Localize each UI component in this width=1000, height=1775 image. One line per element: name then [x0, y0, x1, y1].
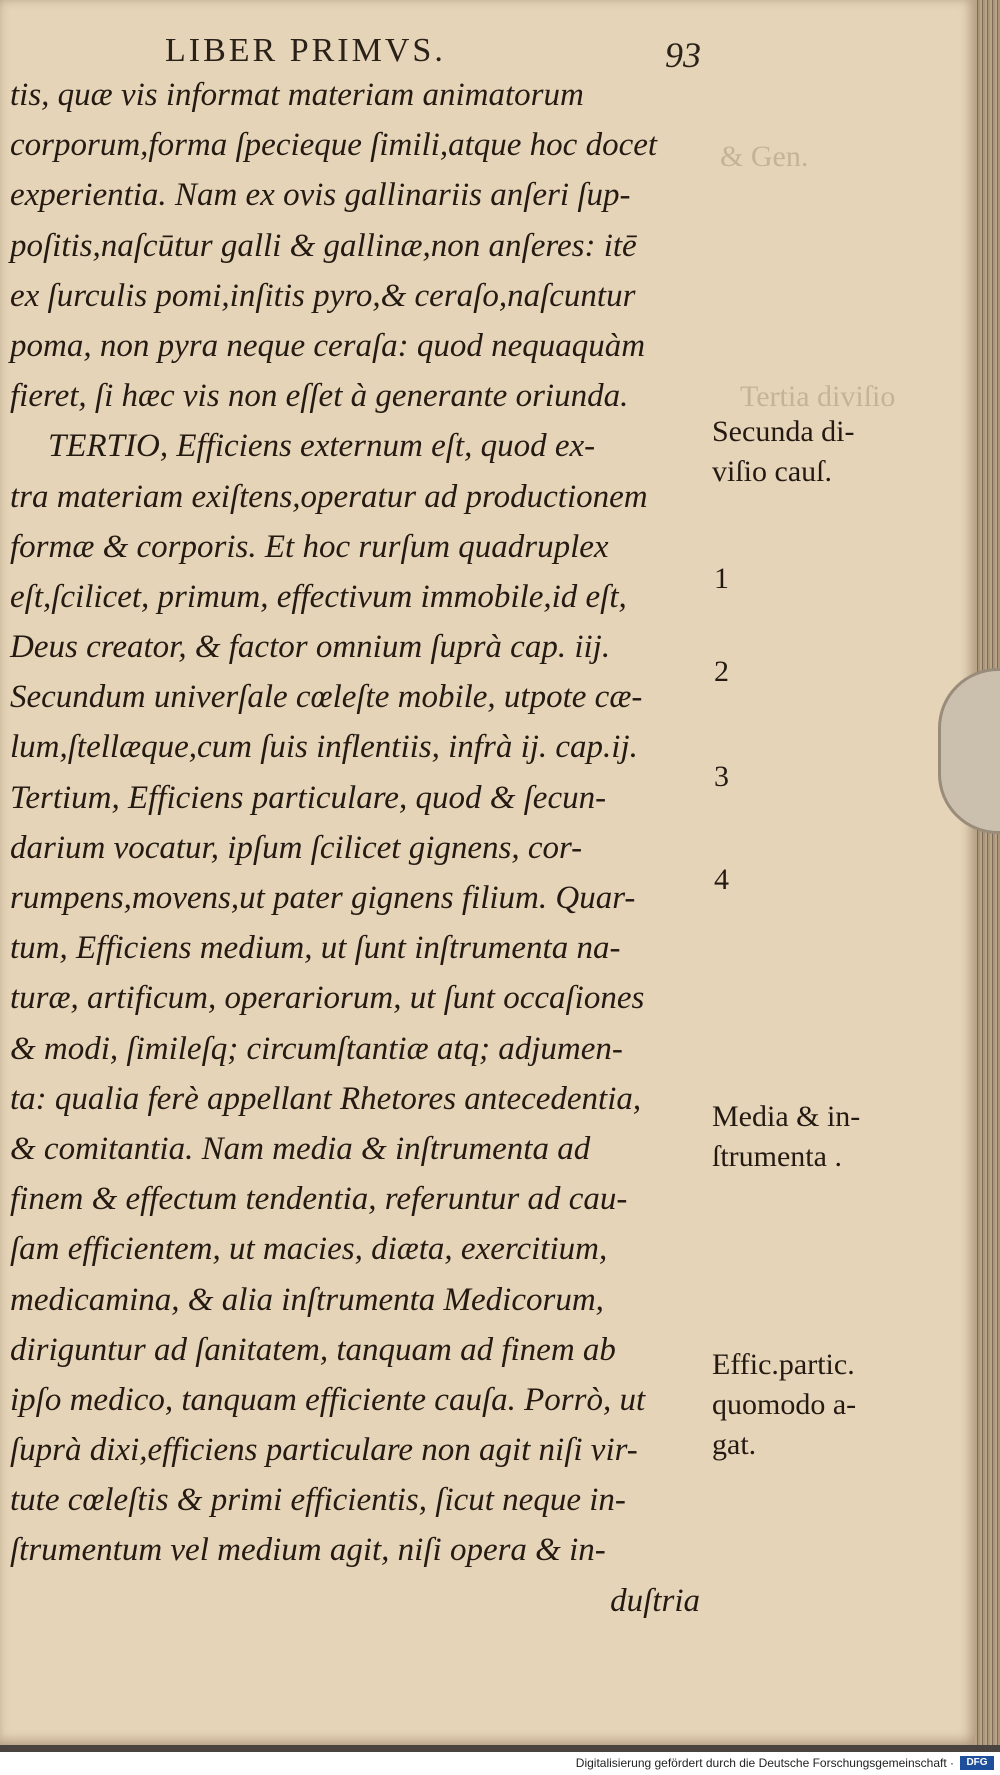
text-line: Tertium, Efficiens particulare, quod & ſecun- — [10, 779, 607, 816]
text-line: medicamina, & alia inſtrumenta Medicorum, — [10, 1281, 604, 1318]
margin-note-line: Media & in- — [712, 1100, 861, 1133]
margin-number: 3 — [714, 760, 729, 793]
text-line: diriguntur ad ſanitatem, tanquam ad finem ab — [10, 1331, 616, 1368]
text-line: & modi, ſimileſq; circumſtantiæ atq; adjumen- — [10, 1030, 623, 1067]
catchword: duſtria — [610, 1582, 700, 1619]
text-line: TERTIO, Efficiens externum eſt, quod ex- — [48, 428, 596, 465]
text-line: turæ, artificum, operariorum, ut ſunt occaſiones — [10, 980, 645, 1017]
text-line: ſam efficientem, ut macies, diæta, exercitium, — [10, 1231, 608, 1268]
text-line: poſitis,naſcūtur galli & gallinæ,non anſeres: itē — [10, 227, 637, 264]
text-line: experientia. Nam ex ovis gallinariis anſeri ſup- — [10, 177, 631, 214]
margin-number: 2 — [714, 655, 729, 688]
margin-note-line: ſtrumenta . — [712, 1140, 842, 1173]
digitization-footer — [0, 1752, 1000, 1775]
text-line: & comitantia. Nam media & inſtrumenta ad — [10, 1130, 591, 1167]
text-line: Secundum univerſale cœleſte mobile, utpote cæ- — [10, 679, 643, 716]
dfg-logo: DFG — [960, 1756, 994, 1770]
text-line: eſt,ſcilicet, primum, effectivum immobile,id eſt, — [10, 578, 627, 615]
show-through-text: Tertia diviſio — [740, 380, 896, 413]
text-line: darium vocatur, ipſum ſcilicet gignens, cor- — [10, 829, 583, 866]
text-line: rumpens,movens,ut pater gignens filium. Quar- — [10, 880, 636, 916]
text-line: ex ſurculis pomi,inſitis pyro,& ceraſo,naſcuntur — [10, 277, 636, 314]
text-line: corporum,forma ſpecieque ſimili,atque hoc docet — [10, 127, 658, 164]
margin-note-line: Effic.partic. — [712, 1348, 855, 1381]
text-line: formæ & corporis. Et hoc rurſum quadruplex — [10, 528, 609, 565]
margin-note-effic-partic — [712, 1345, 912, 1465]
text-line: ſtrumentum vel medium agit, niſi opera & in- — [10, 1532, 606, 1569]
text-line: tum, Efficiens medium, ut ſunt inſtrumenta na- — [10, 930, 621, 967]
text-line: poma, non pyra neque ceraſa: quod nequaquàm — [10, 327, 646, 364]
text-line: ſuprà dixi,efficiens particulare non agit niſi vir- — [10, 1432, 638, 1469]
text-line: tute cœleſtis & primi efficientis, ſicut neque in- — [10, 1482, 626, 1519]
margin-note-line: viſio cauſ. — [712, 455, 832, 488]
body-text — [10, 70, 710, 1626]
running-head: LIBER PRIMVS. — [165, 32, 446, 69]
text-line: Deus creator, & factor omnium ſuprà cap. iij. — [10, 629, 611, 666]
margin-note-secunda-divisio — [712, 412, 912, 492]
funding-credit: Digitalisierung gefördert durch die Deutsche Forschungsgemeinschaft · — [575, 1756, 954, 1770]
text-line: ta: qualia ferè appellant Rhetores antecedentia, — [10, 1080, 642, 1117]
show-through-text: & Gen. — [720, 140, 809, 173]
text-line: lum,ſtellæque,cum ſuis inflentiis, infrà ij. cap.ij. — [10, 729, 638, 766]
text-line: ipſo medico, tanquam efficiente cauſa. Porrò, ut — [10, 1381, 646, 1418]
margin-note-media-instrumenta — [712, 1097, 912, 1177]
text-line: tis, quæ vis informat materiam animatorum — [10, 77, 584, 113]
margin-note-line: Secunda di- — [712, 415, 855, 448]
margin-note-line: quomodo a- — [712, 1388, 857, 1421]
page-edges — [975, 0, 1000, 1745]
text-line: fieret, ſi hæc vis non eſſet à generante oriunda. — [10, 378, 629, 415]
margin-number: 1 — [714, 562, 729, 595]
page-number: 93 — [665, 35, 701, 75]
text-line: finem & effectum tendentia, referuntur ad cau- — [10, 1181, 628, 1218]
margin-note-line: gat. — [712, 1428, 757, 1461]
text-line: tra materiam exiſtens,operatur ad productionem — [10, 478, 648, 515]
page-header — [0, 32, 975, 75]
margin-number: 4 — [714, 863, 729, 896]
